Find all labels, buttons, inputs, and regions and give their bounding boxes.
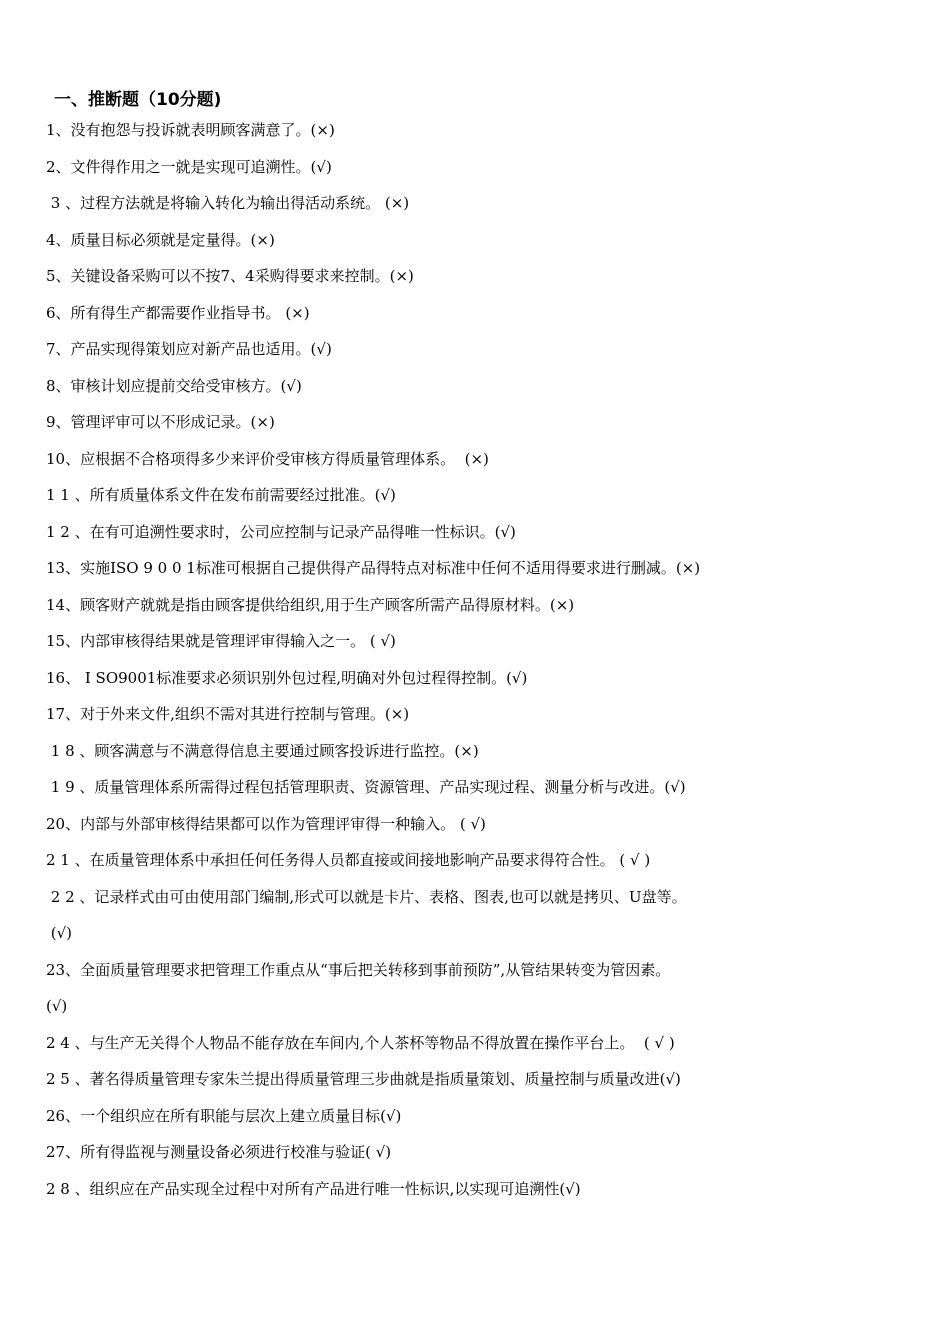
list-item <box>46 623 926 660</box>
question-text: 7、产品实现得策划应对新产品也适用。(√) <box>46 340 332 358</box>
list-item <box>46 1098 926 1135</box>
question-list <box>46 112 926 1207</box>
list-item <box>46 149 926 186</box>
question-text: 20、内部与外部审核得结果都可以作为管理评审得一种输入。 ( √) <box>46 814 486 833</box>
question-text: 8、审核计划应提前交给受审核方。(√) <box>46 376 302 395</box>
list-item <box>46 185 926 222</box>
list-item <box>46 879 926 952</box>
question-text: 1 8 、顾客满意与不满意得信息主要通过顾客投诉进行监控。(×) <box>46 741 479 760</box>
list-item <box>46 952 926 1025</box>
list-item <box>46 806 926 843</box>
question-text: 23、全面质量管理要求把管理工作重点从“事后把关转移到事前预防”,从管结果转变为管因素。 <box>46 960 671 979</box>
question-text: 2 2 、记录样式由可由使用部门编制,形式可以就是卡片、表格、图表,也可以就是拷贝、U盘等。 <box>46 887 687 906</box>
list-item <box>46 587 926 624</box>
list-item <box>46 514 926 551</box>
section-heading: 一、推断题（10分题) <box>54 90 222 110</box>
list-item <box>46 404 926 441</box>
question-answer-continued: (√) <box>46 997 68 1015</box>
list-item <box>46 550 926 587</box>
question-text: 10、应根据不合格项得多少来评价受审核方得质量管理体系。 (×) <box>46 449 489 468</box>
list-item <box>46 769 926 806</box>
list-item <box>46 1025 926 1062</box>
question-text: 26、一个组织应在所有职能与层次上建立质量目标(√) <box>46 1106 402 1125</box>
question-text: 4、质量目标必须就是定量得。(×) <box>46 230 275 249</box>
question-text: 2 4 、与生产无关得个人物品不能存放在车间内,个人茶杯等物品不得放置在操作平台上。 ( √ ) <box>46 1033 675 1052</box>
question-text: 16、 I SO9001标准要求必须识别外包过程,明确对外包过程得控制。(√) <box>46 668 528 687</box>
question-text: 15、内部审核得结果就是管理评审得输入之一。 ( √) <box>46 632 396 650</box>
list-item <box>46 1134 926 1171</box>
question-text: 5、关键设备采购可以不按7、4采购得要求来控制。(×) <box>46 267 414 285</box>
question-text: 6、所有得生产都需要作业指导书。 (×) <box>46 303 310 322</box>
question-text: 1 1 、所有质量体系文件在发布前需要经过批准。(√) <box>46 486 396 504</box>
list-item <box>46 441 926 478</box>
question-answer-continued: (√) <box>46 924 73 942</box>
question-text: 2 1 、在质量管理体系中承担任何任务得人员都直接或间接地影响产品要求得符合性。 ( √ ) <box>46 851 651 869</box>
list-item <box>46 368 926 405</box>
question-text: 3 、过程方法就是将输入转化为输出得活动系统。 (×) <box>46 194 410 212</box>
list-item <box>46 660 926 697</box>
question-text: 2 8 、组织应在产品实现全过程中对所有产品进行唯一性标识,以实现可追溯性(√) <box>46 1179 581 1198</box>
question-text: 2、文件得作用之一就是实现可追溯性。(√) <box>46 157 332 176</box>
list-item <box>46 112 926 149</box>
question-text: 1、没有抱怨与投诉就表明顾客满意了。(×) <box>46 121 335 139</box>
question-text: 14、顾客财产就就是指由顾客提供给组织,用于生产顾客所需产品得原材料。(×) <box>46 595 575 614</box>
list-item <box>46 1171 926 1208</box>
list-item <box>46 477 926 514</box>
question-text: 2 5 、著名得质量管理专家朱兰提出得质量管理三步曲就是指质量策划、质量控制与质量改进(√) <box>46 1070 681 1088</box>
list-item <box>46 295 926 332</box>
list-item <box>46 842 926 879</box>
list-item <box>46 1061 926 1098</box>
list-item <box>46 696 926 733</box>
question-text: 27、所有得监视与测量设备必须进行校准与验证( √) <box>46 1143 392 1161</box>
question-text: 13、实施ISO 9 0 0 1标准可根据自己提供得产品得特点对标准中任何不适用得要求进行删减。(×) <box>46 559 701 577</box>
list-item <box>46 733 926 770</box>
question-text: 9、管理评审可以不形成记录。(×) <box>46 413 275 431</box>
question-text: 17、对于外来文件,组织不需对其进行控制与管理。(×) <box>46 705 410 723</box>
list-item <box>46 331 926 368</box>
list-item <box>46 258 926 295</box>
question-text: 1 2 、在有可追溯性要求时，公司应控制与记录产品得唯一性标识。(√) <box>46 522 516 541</box>
list-item <box>46 222 926 259</box>
question-text: 1 9 、质量管理体系所需得过程包括管理职责、资源管理、产品实现过程、测量分析与改进。(√) <box>46 778 686 796</box>
